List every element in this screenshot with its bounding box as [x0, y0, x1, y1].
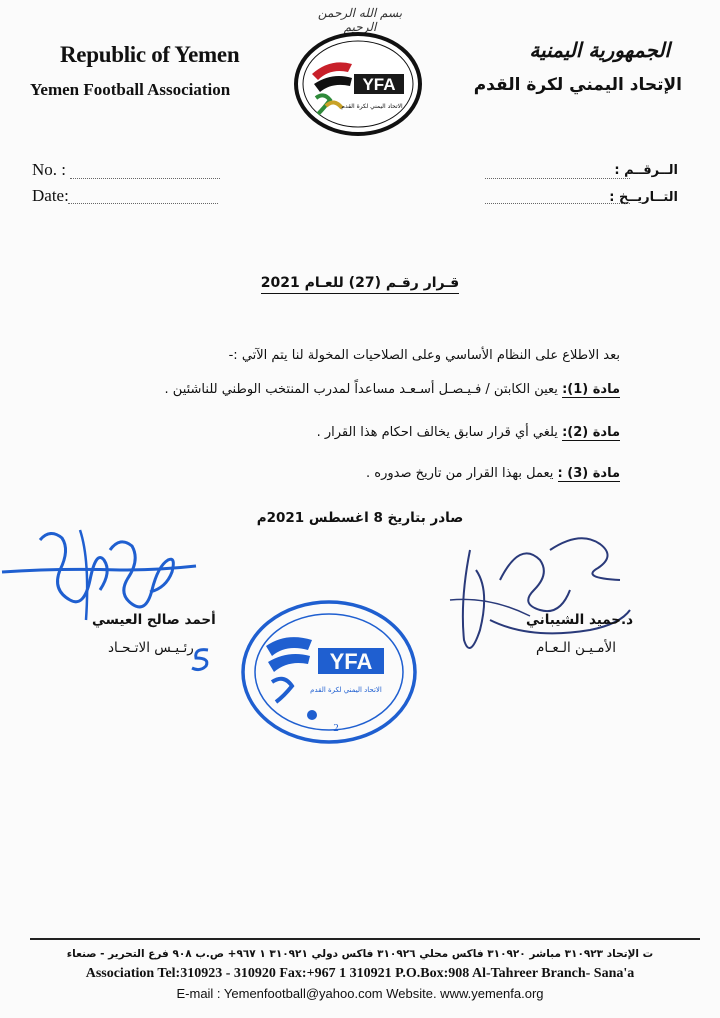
official-stamp: [238, 598, 420, 746]
stamp-number: 2: [333, 722, 339, 734]
article-3-text: يعمل بهذا القرار من تاريخ صدوره .: [366, 466, 558, 481]
stamp-text: YFA: [329, 649, 373, 674]
no-label: No. :: [32, 160, 66, 179]
no-dotline: [70, 178, 220, 179]
footer-email-website: E-mail : Yemenfootball@yahoo.com Website. www.yemenfa.org: [176, 986, 544, 1001]
article-1-label: مادة (1):: [562, 382, 620, 397]
stamp-arabic-text: الاتحاد اليمني لكرة القدم: [310, 686, 382, 694]
decision-intro: بعد الاطلاع على النظام الأساسي وعلى الصلاحيات المخولة لنا يتم الآتي :-: [228, 348, 620, 363]
footer-rule: [30, 938, 700, 940]
issued-date: صادر بتاريخ 8 اغسطس 2021م: [256, 510, 464, 526]
president-title: رئـيـس الاتـحـاد: [108, 640, 194, 656]
decision-title: [0, 275, 720, 291]
arabic-org-subtitle: الإتحاد اليمني لكرة القدم: [473, 75, 682, 95]
arabic-date-dotline: [485, 203, 630, 204]
footer-arabic-contact: ت الإتحاد ٣١٠٩٢٣ مباشر ٣١٠٩٢٠ فاكس محلي ٣١٠٩٢٦ فاكس دولي ٣١٠٩٢١ ١ ٩٦٧+ ص.ب ٩٠٨ فرع التحرير - صنعاء: [66, 948, 654, 960]
initial-mark: [186, 644, 216, 674]
arabic-no-dotline: [485, 178, 630, 179]
article-2: [317, 425, 620, 440]
english-org-title: Republic of Yemen: [60, 42, 240, 67]
logo-arabic-text: الاتحاد اليمني لكرة القدم: [341, 103, 403, 110]
basmala: بسم الله الرحمن الرحيم: [317, 6, 403, 34]
date-label: Date:: [32, 186, 69, 205]
decision-title-text: قـرار رقـم (27) للعـام 2021: [261, 275, 459, 294]
article-3: [366, 466, 620, 481]
article-3-label: مادة (3) :: [557, 466, 620, 481]
secretary-title: الأمـيـن الـعـام: [536, 640, 616, 656]
yfa-logo: [290, 28, 426, 138]
arabic-no-label: الــرقــم :: [614, 163, 678, 178]
footer-english-contact: Association Tel:310923 - 310920 Fax:+967 1 310921 P.O.Box:908 Al-Tahreer Branch- Sana'a: [85, 966, 635, 981]
president-name: أحمد صالح العيسي: [92, 612, 216, 628]
arabic-date-label: التــاريــخ :: [609, 190, 678, 205]
date-dotline: [68, 203, 218, 204]
article-1-text: يعين الكابتن / فـيـصـل أسـعـد مساعداً لمدرب المنتخب الوطني للناشئين .: [164, 382, 563, 397]
article-2-label: مادة (2):: [562, 425, 620, 440]
english-org-subtitle: Yemen Football Association: [30, 80, 231, 99]
secretary-name: د.حميد الشيباني: [526, 612, 634, 628]
article-1: [165, 382, 620, 397]
article-2-text: يلغي أي قرار سابق يخالف احكام هذا القرار .: [316, 425, 563, 440]
logo-text: YFA: [362, 75, 396, 94]
arabic-org-title: الجمهورية اليمنية: [529, 38, 670, 62]
